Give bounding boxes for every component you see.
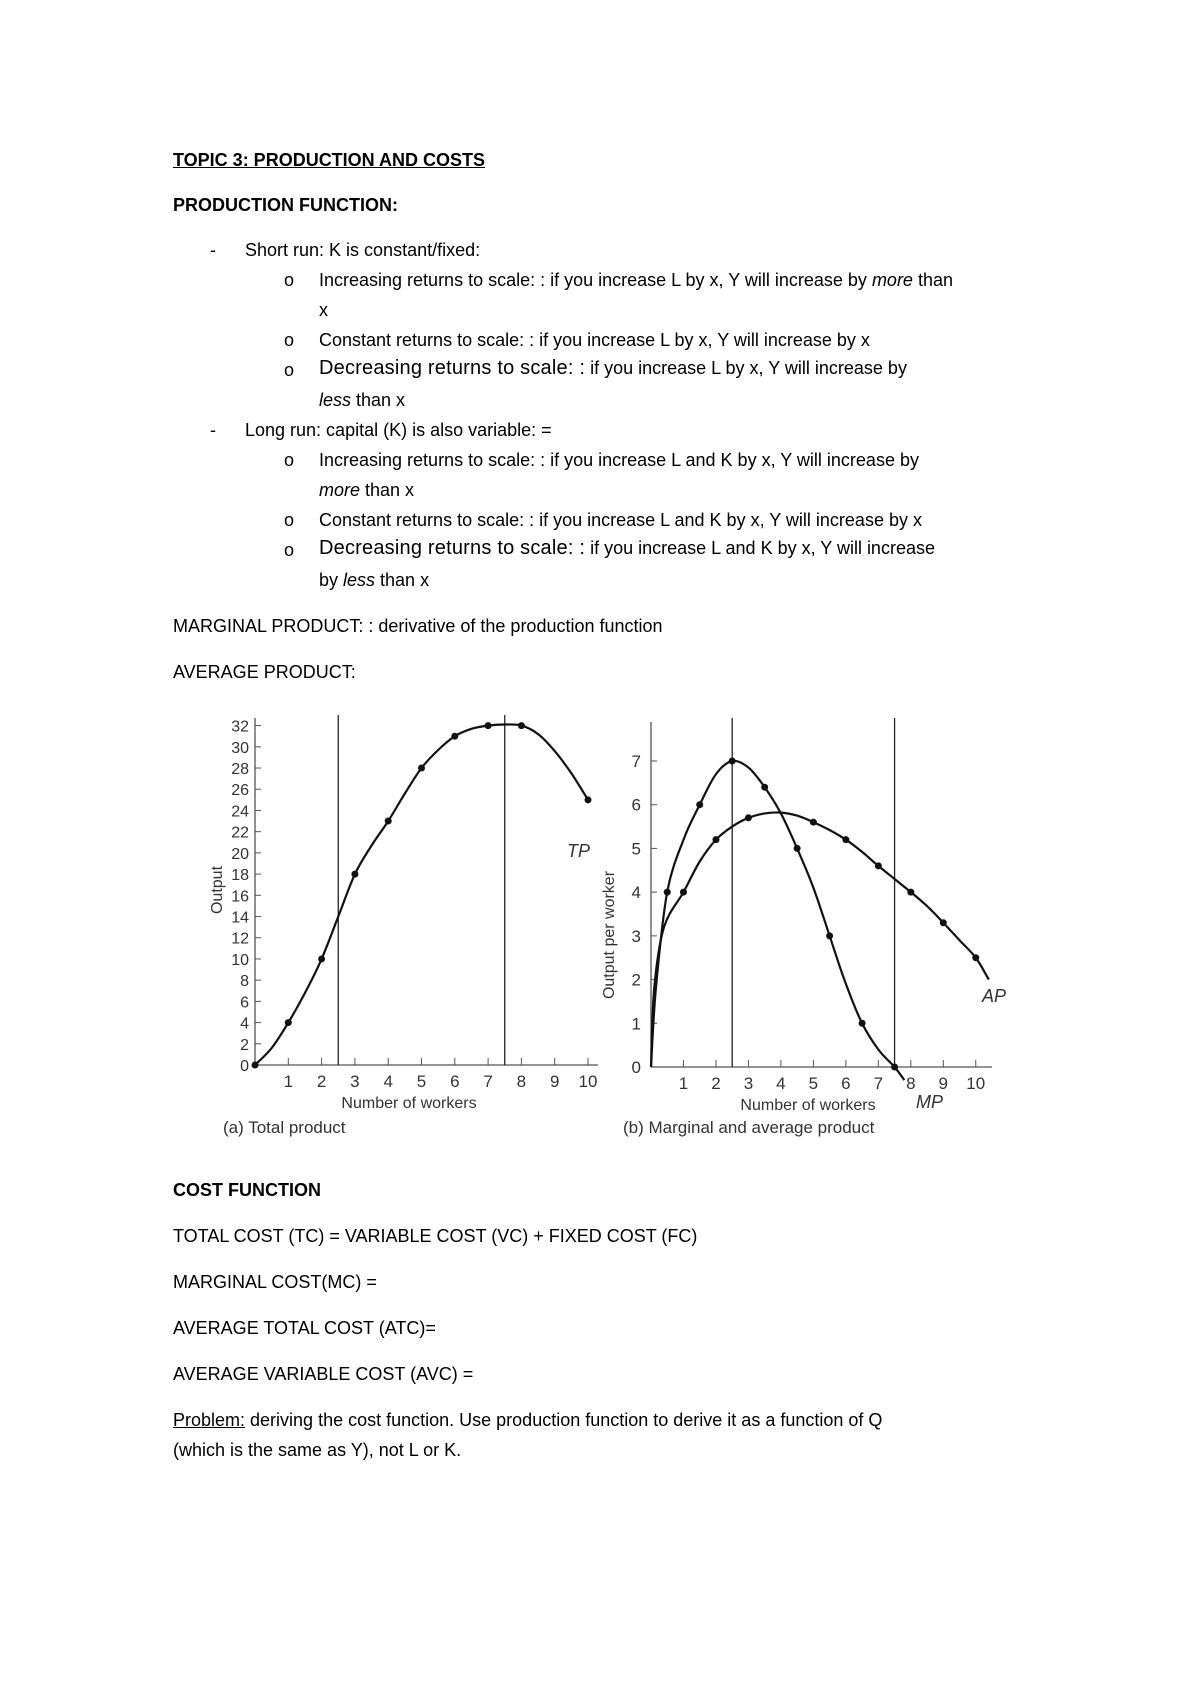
tp-x-tick-label: 2 [316,1072,327,1091]
mp-ap-x-tick-label: 4 [776,1074,786,1093]
mp-ap-y-tick-label: 5 [631,839,641,859]
lr-increasing-returns: Increasing returns to scale: : if you increase L and K by x, Y will increase by [319,450,919,470]
mp-ap-x-tick-label: 6 [841,1074,851,1093]
tp-y-tick-label: 24 [231,803,249,821]
tp-curve [255,724,591,1065]
mp-data-point [826,932,833,939]
ap-data-point [972,954,979,961]
marginal-cost-line: MARGINAL COST(MC) = [173,1272,377,1292]
tp-y-tick-label: 12 [231,930,249,948]
mp-ap-y-tick-label: 2 [631,970,641,990]
sr-decreasing-returns-cont: less than x [319,390,406,410]
tp-x-tick-label: 8 [516,1072,527,1091]
term: Increasing returns to scale: : [319,270,546,290]
mp-ap-x-tick-label: 3 [743,1074,754,1093]
mp-ap-y-axis-label: Output per worker [601,870,618,1000]
mp-ap-y-tick-label: 0 [631,1058,641,1077]
dash-bullet: - [210,240,216,260]
mp-series-label: MP [916,1092,943,1112]
tp-y-tick-label: 4 [240,1015,249,1033]
ap-data-point [745,814,752,821]
tp-x-tick-label: 9 [549,1072,560,1091]
tp-data-point [318,955,325,962]
mp-ap-x-tick-label: 8 [906,1074,916,1093]
tp-x-tick-label: 6 [450,1072,460,1091]
tp-y-tick-label: 16 [231,888,249,906]
mp-data-point [696,801,703,808]
tp-data-point [585,796,592,803]
circle-bullet: o [284,510,295,530]
total-cost-line: TOTAL COST (TC) = VARIABLE COST (VC) + FIXED COST (FC) [173,1226,698,1246]
circle-bullet: o [284,270,295,290]
lr-increasing-returns-cont: more than x [319,480,415,500]
page-title: TOPIC 3: PRODUCTION AND COSTS [173,150,486,170]
mp-ap-caption: (b) Marginal and average product [623,1118,875,1137]
mp-ap-y-tick-label: 7 [631,751,641,771]
mp-ap-x-tick-label: 2 [711,1074,721,1093]
cost-function-heading: COST FUNCTION [173,1180,321,1200]
lr-constant-returns: Constant returns to scale: : if you increase L and K by x, Y will increase by x [319,510,922,530]
tp-x-tick-label: 4 [383,1072,393,1091]
tp-x-tick-label: 1 [283,1072,294,1091]
short-run-label: Short run: K is constant/fixed: [245,240,481,260]
ap-data-point [810,819,817,826]
mp-data-point [794,845,801,852]
mp-ap-x-tick-label: 9 [938,1074,949,1093]
mp-ap-y-tick-label: 6 [631,795,641,815]
tp-y-tick-label: 30 [231,739,249,757]
tp-y-tick-label: 10 [231,951,249,969]
sr-decreasing-returns: Decreasing returns to scale: : if you increase L by x, Y will increase by [319,357,907,379]
mp-ap-x-axis-label: Number of workers [740,1097,876,1114]
circle-bullet: o [284,330,295,350]
ap-data-point [940,919,947,926]
mp-ap-y-tick-label: 1 [631,1014,641,1034]
ap-data-point [712,836,719,843]
sr-constant-returns: Constant returns to scale: : if you increase L by x, Y will increase by x [319,330,870,350]
tp-x-tick-label: 3 [350,1072,360,1091]
tp-data-point [518,722,525,729]
circle-bullet: o [284,540,295,560]
lr-decreasing-returns-cont: by less than x [319,570,430,590]
mp-data-point [891,1064,898,1071]
long-run-label: Long run: capital (K) is also variable: = [245,420,552,440]
ap-data-point [680,889,687,896]
tp-data-point [418,765,425,772]
mp-ap-x-tick-label: 7 [873,1074,884,1093]
circle-bullet: o [284,360,295,380]
tp-y-tick-label: 20 [231,845,249,863]
mp-ap-x-tick-label: 10 [966,1074,986,1093]
tp-y-tick-label: 28 [231,761,249,779]
tp-y-axis-label: Output [209,865,226,915]
tp-y-tick-label: 2 [240,1036,249,1054]
mp-data-point [729,757,736,764]
marginal-product-line: MARGINAL PRODUCT: : derivative of the production function [173,616,663,636]
ap-series-label: AP [982,986,1007,1006]
tp-x-axis-label: Number of workers [341,1095,477,1112]
mp-ap-y-tick-label: 3 [631,926,641,946]
problem-line-2: (which is the same as Y), not L or K. [173,1440,462,1460]
tp-x-tick-label: 5 [416,1072,427,1091]
average-product-line: AVERAGE PRODUCT: [173,662,356,682]
tp-y-tick-label: 26 [231,782,249,800]
mp-ap-x-tick-label: 5 [808,1074,819,1093]
mp-curve [651,761,904,1080]
tp-y-tick-label: 32 [231,718,249,736]
tp-data-point [385,818,392,825]
ap-data-point [875,862,882,869]
mp-ap-x-tick-label: 1 [678,1074,689,1093]
tp-y-tick-label: 18 [231,867,249,885]
problem-label: Problem: [173,1410,246,1430]
tp-y-tick-label: 0 [240,1058,249,1075]
mp-data-point [859,1020,866,1027]
circle-bullet: o [284,450,295,470]
average-total-cost-line: AVERAGE TOTAL COST (ATC)= [173,1318,436,1338]
mp-data-point [761,784,768,791]
tp-data-point [252,1062,259,1069]
tp-x-tick-label: 10 [578,1072,598,1091]
tp-data-point [451,733,458,740]
tp-y-tick-label: 8 [240,973,249,991]
mp-ap-y-tick-label: 4 [631,883,641,903]
tp-data-point [351,871,358,878]
ap-data-point [907,889,914,896]
sr-increasing-returns: Increasing returns to scale: : if you increase L by x, Y will increase by more than [319,270,953,290]
problem-line: Problem: deriving the cost function. Use production function to derive it as a function of Q [173,1410,883,1430]
tp-y-tick-label: 22 [231,824,249,842]
ap-curve [651,812,989,1067]
mp-data-point [664,889,671,896]
production-function-heading: PRODUCTION FUNCTION: [173,195,398,215]
ap-data-point [842,836,849,843]
tp-data-point [285,1019,292,1026]
tp-y-tick-label: 14 [231,909,249,927]
dash-bullet: - [210,420,216,440]
tp-caption: (a) Total product [223,1118,346,1137]
lr-decreasing-returns: Decreasing returns to scale: : if you increase L and K by x, Y will increase [319,537,935,559]
average-variable-cost-line: AVERAGE VARIABLE COST (AVC) = [173,1364,474,1384]
tp-data-point [485,722,492,729]
tp-series-label: TP [567,841,591,861]
tp-x-tick-label: 7 [483,1072,493,1091]
tp-y-tick-label: 6 [240,994,249,1012]
sr-increasing-returns-cont: x [319,300,328,320]
